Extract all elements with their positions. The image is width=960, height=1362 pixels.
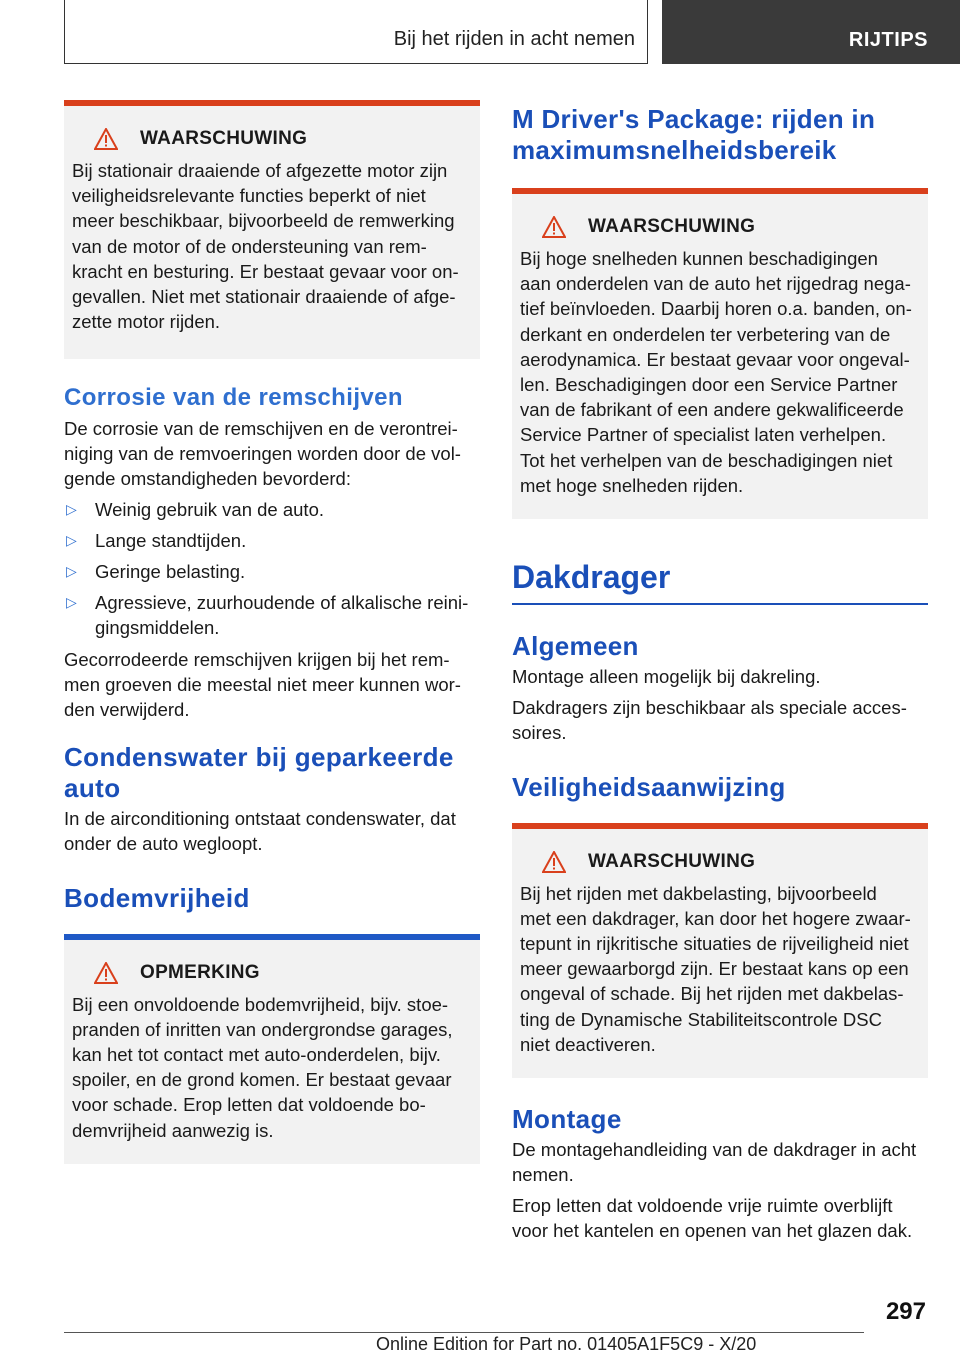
warning-triangle-icon bbox=[542, 851, 566, 873]
condens-text: In de airconditioning ontstaat condenswater, dat onder de auto wegloopt. bbox=[64, 808, 456, 855]
bodem-heading: Bodemvrijheid bbox=[64, 882, 250, 913]
dakdrager-heading: Dakdrager bbox=[512, 557, 928, 605]
warning-title: WAARSCHUWING bbox=[588, 850, 756, 872]
corrosion-heading: Corrosie van de remschijven bbox=[64, 384, 403, 411]
corrosion-intro: De corrosie van de remschijven en de verontrei- niging van de remvoeringen worden door de vol- gende omstandigheden bevorderd: bbox=[64, 418, 461, 490]
veiligheid-heading: Veiligheidsaanwijzing bbox=[512, 771, 786, 802]
edition-text: Online Edition for Part no. 01405A1F5C9 - X/20 bbox=[376, 1334, 757, 1354]
bullet-triangle-icon: ▷ bbox=[66, 531, 77, 548]
bullet-triangle-icon: ▷ bbox=[66, 594, 77, 611]
warning-triangle-icon bbox=[94, 962, 118, 984]
list-item: ▷ Agressieve, zuurhoudende of alkalische reini- gingsmiddelen. bbox=[64, 590, 480, 640]
section-tab bbox=[662, 0, 960, 64]
algemeen-p2: Dakdragers zijn beschikbaar als speciale acces- soires. bbox=[512, 697, 907, 744]
bullet-triangle-icon: ▷ bbox=[66, 563, 77, 580]
warning-text: Bij stationair draaiende of afgezette motor zijn veiligheidsrelevante functies beperkt of niet meer beschikbaar, bijvoorbeeld de remwerking van de motor of de ondersteuning van rem- kracht en besturing. Er bestaat gevaar voor on- gevallen. Niet met stationair draaiende of afge- zette motor rijden. bbox=[72, 160, 459, 333]
warning-text: Bij hoge snelheden kunnen beschadigingen aan onderdelen van de auto het rijgedrag nega- tief beïnvloeden. Daarbij horen o.a. banden, on- derkant en onderdelen ter verbetering van de aerodynamica. Er bestaat gevaar voor ongeval- len. Beschadigingen door een Service Partner van de fabrikant of een andere gekwalificeerde Service Partner of specialist laten verhelpen. Tot het verhelpen van de beschadigingen niet met hoge snelheden rijden. bbox=[520, 248, 912, 496]
note-box bbox=[64, 934, 480, 1164]
montage-p1: De montagehandleiding van de dakdrager in acht nemen. bbox=[512, 1138, 917, 1185]
corrosion-outro: Gecorrodeerde remschijven krijgen bij het rem- men groeven die meestal niet meer kunnen wor- den verwijderd. bbox=[64, 648, 461, 721]
page-number: 297 bbox=[885, 1298, 926, 1325]
algemeen-p1: Montage alleen mogelijk bij dakreling. bbox=[512, 666, 821, 687]
bullet-triangle-icon: ▷ bbox=[66, 500, 77, 517]
algemeen-heading: Algemeen bbox=[512, 631, 639, 661]
montage-p2: Erop letten dat voldoende vrije ruimte overblijft voor het kantelen en openen van het glazen dak. bbox=[512, 1195, 913, 1242]
right-column bbox=[512, 104, 928, 1243]
left-column bbox=[64, 100, 480, 1164]
condens-heading: Condenswater bij geparkeerde auto bbox=[64, 742, 454, 804]
montage-heading: Montage bbox=[512, 1103, 622, 1134]
chapter-tab bbox=[64, 0, 648, 64]
warning-title: WAARSCHUWING bbox=[140, 128, 308, 149]
chapter-title: Bij het rijden in acht nemen bbox=[393, 28, 635, 50]
corrosion-list bbox=[64, 497, 480, 641]
warning-box bbox=[512, 188, 928, 519]
list-item: ▷ Lange standtijden. bbox=[64, 528, 480, 553]
warning-text: Bij het rijden met dakbelasting, bijvoorbeeld met een dakdrager, kan door het hogere zwaar- tepunt in rijkritische situaties de rijveiligheid niet meer gewaarborgd zijn. Er bestaat kans op een ongeval of schade. Bij het rijden met dakbelas- ting de Dynamische Stabiliteitscontrole DSC niet deactiveren. bbox=[520, 882, 911, 1055]
warning-box bbox=[64, 100, 480, 359]
warning-title: WAARSCHUWING bbox=[588, 216, 756, 237]
note-title: OPMERKING bbox=[140, 961, 260, 983]
list-item: ▷ Geringe belasting. bbox=[64, 559, 480, 584]
warning-triangle-icon bbox=[542, 216, 566, 238]
footer-divider bbox=[64, 1332, 864, 1333]
note-text: Bij een onvoldoende bodemvrijheid, bijv. stoe- pranden of inritten van ondergrondse garages, kan het tot contact met auto-onderdelen, bijv. spoiler, en de grond komen. Er bestaat gevaar voor schade. Erop letten dat voldoende bo- demvrijheid aanwezig is. bbox=[72, 993, 453, 1141]
list-item: ▷ Weinig gebruik van de auto. bbox=[64, 497, 480, 522]
section-title: RIJTIPS bbox=[848, 29, 928, 51]
mdriver-heading: M Driver's Package: rijden in maximumsnelheidsbereik bbox=[512, 104, 876, 165]
warning-triangle-icon bbox=[94, 128, 118, 150]
warning-box bbox=[512, 823, 928, 1078]
